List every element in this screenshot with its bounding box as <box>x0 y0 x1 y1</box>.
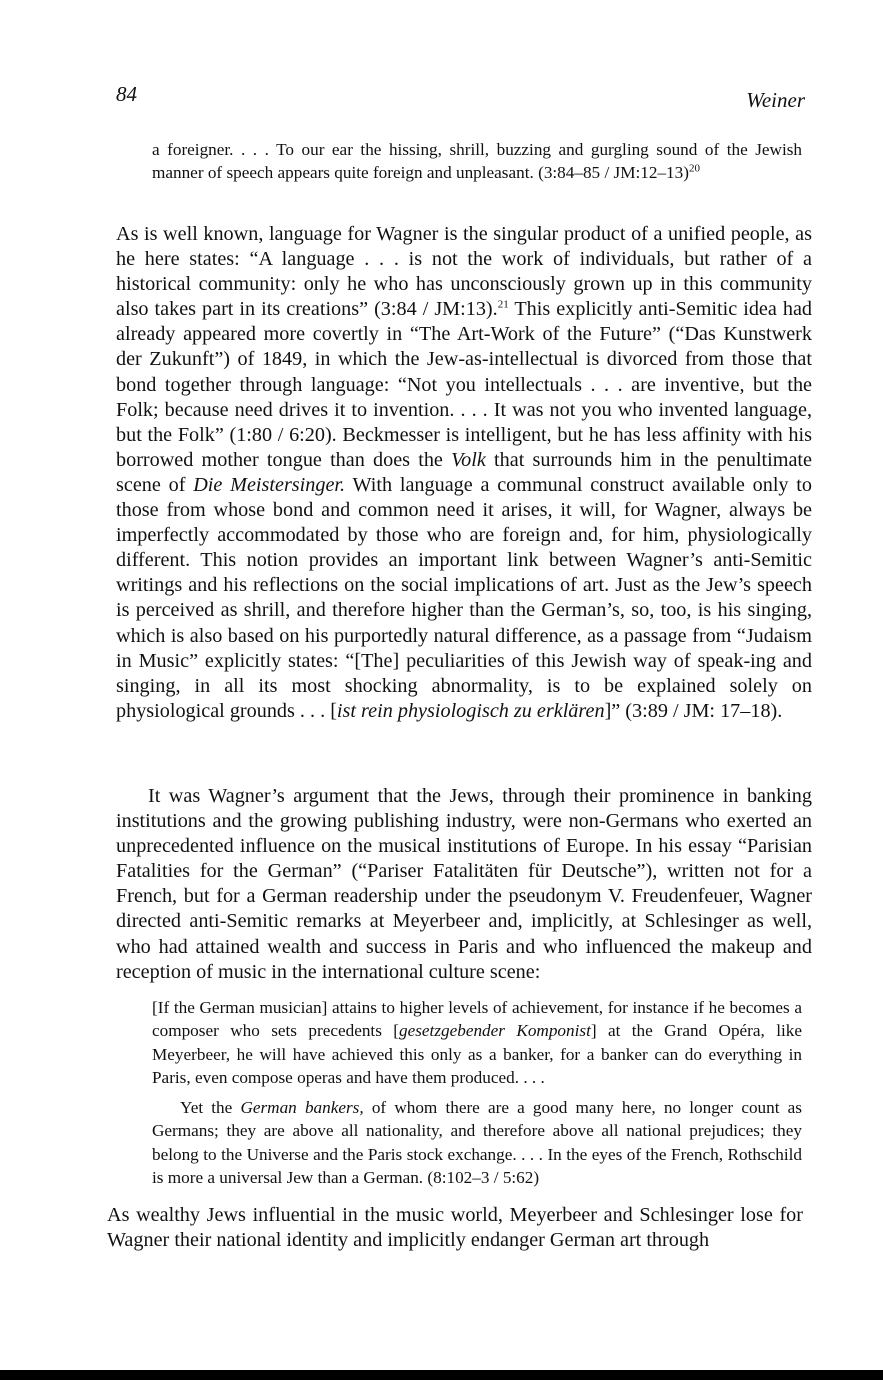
footnote-ref-21: 21 <box>497 298 509 311</box>
block-quote-text: Yet the <box>180 1098 241 1117</box>
block-quote-text: a foreigner. . . . To our ear the hissing, shrill, buzzing and gurgling sound of the Jewish manner of speech appears quite foreign and unpleasant. (3:84–85 / JM:12–13) <box>152 140 802 183</box>
body-paragraph-3: As wealthy Jews influential in the music world, Meyerbeer and Schlesinger lose for Wagner their national identity and implicitly endanger German art through <box>107 1204 803 1252</box>
page-number: 84 <box>116 82 137 106</box>
paragraph-text: This explicitly anti-Semitic idea had already appeared more covertly in “The Art-Work of the Future” (“Das Kunstwerk der Zukunft”) of 1849, in which the Jew-as-intellectual is divorced from those that bond together through language: “Not you intellectuals . . . are inventive, but the Folk; because need drives it to invention. . . . It was not you who invented language, but the Folk” (1:80 / 6:20). Beckmesser is intelligent, but he has less affinity with his borrowed mother tongue than does the <box>116 298 812 471</box>
block-quote-text: ] at the Grand Opéra, like Meyerbeer, he will have achieved this only as a banker, for a banker can do everything in Paris, even compose operas and have them produced. . . . <box>152 1021 802 1088</box>
block-quote-text: [If the German musician] attains to higher levels of achievement, for instance if he becomes a composer who sets precedents [ <box>152 998 802 1041</box>
body-paragraph-2: It was Wagner’s argument that the Jews, through their prominence in banking institutions and the growing publishing industry, were non-Germans who exerted an unprecedented influence on the musical institutions of Europe. In his essay “Parisian Fatalities for the German” (“Pariser Fatalitäten für Deutsche”), written not for a French, but for a German readership under the pseudonym V. Freudenfeuer, Wagner directed anti-Semitic remarks at Meyerbeer and, implicitly, at Schlesinger as well, who had attained wealth and success in Paris and who influenced the makeup and reception of music in the international culture scene: <box>116 785 812 983</box>
block-quote-continuation <box>152 138 802 185</box>
italic-german-phrase: gesetzgebender Komponist <box>399 1021 591 1041</box>
paragraph-text: With language a communal construct available only to those from whose bond and common need it arises, it will, for Wagner, always be imperfectly accommodated by those who are foreign and, for him, physiologically different. This notion provides an important link between Wagner’s anti-Semitic writings and his reflections on the social implications of art. Just as the Jew’s speech is perceived as shrill, and therefore higher than the German’s, so, too, is his singing, which is also based on his purportedly natural difference, as a passage from “Judaism in Music” explicitly states: “[The] peculiarities of this Jewish way of speak-ing and singing, in all its most shocking abnormality, is to be explained solely on physiological grounds . . . [ <box>116 473 812 722</box>
body-paragraph-1 <box>116 222 812 724</box>
block-quote-2-para-1 <box>152 996 802 1090</box>
paragraph-text: As is well known, language for Wagner is the singular product of a unified people, as he here states: “A language . . . is not the work of individuals, but rather of a historical community: only he who has unconsciously grown up in this community also takes part in its creations” (3:84 / JM:13). <box>116 223 812 321</box>
footnote-ref-20: 20 <box>688 162 700 175</box>
paragraph-text: that surrounds him in the penultimate scene of <box>116 448 812 496</box>
paragraph-text: ]” (3:89 / JM: 17–18). <box>604 699 783 722</box>
italic-german-bankers: German bankers, <box>240 1098 364 1117</box>
block-quote-2-para-2 <box>152 1096 802 1190</box>
block-quote-text: of whom there are a good many here, no longer count as Germans; they are above all nationality, and therefore above all national prejudices; they belong to the Universe and the Paris stock exchange. . . . In the eyes of the French, Rothschild is more a universal Jew than a German. (8:102–3 / 5:62) <box>152 1098 802 1188</box>
running-head: Weiner <box>746 88 805 112</box>
italic-german-phrase: ist rein physiologisch zu erklären <box>336 699 605 722</box>
bottom-border <box>0 1370 883 1380</box>
italic-title-meistersinger: Die Meistersinger. <box>193 473 346 496</box>
italic-term-volk: Volk <box>451 448 486 471</box>
